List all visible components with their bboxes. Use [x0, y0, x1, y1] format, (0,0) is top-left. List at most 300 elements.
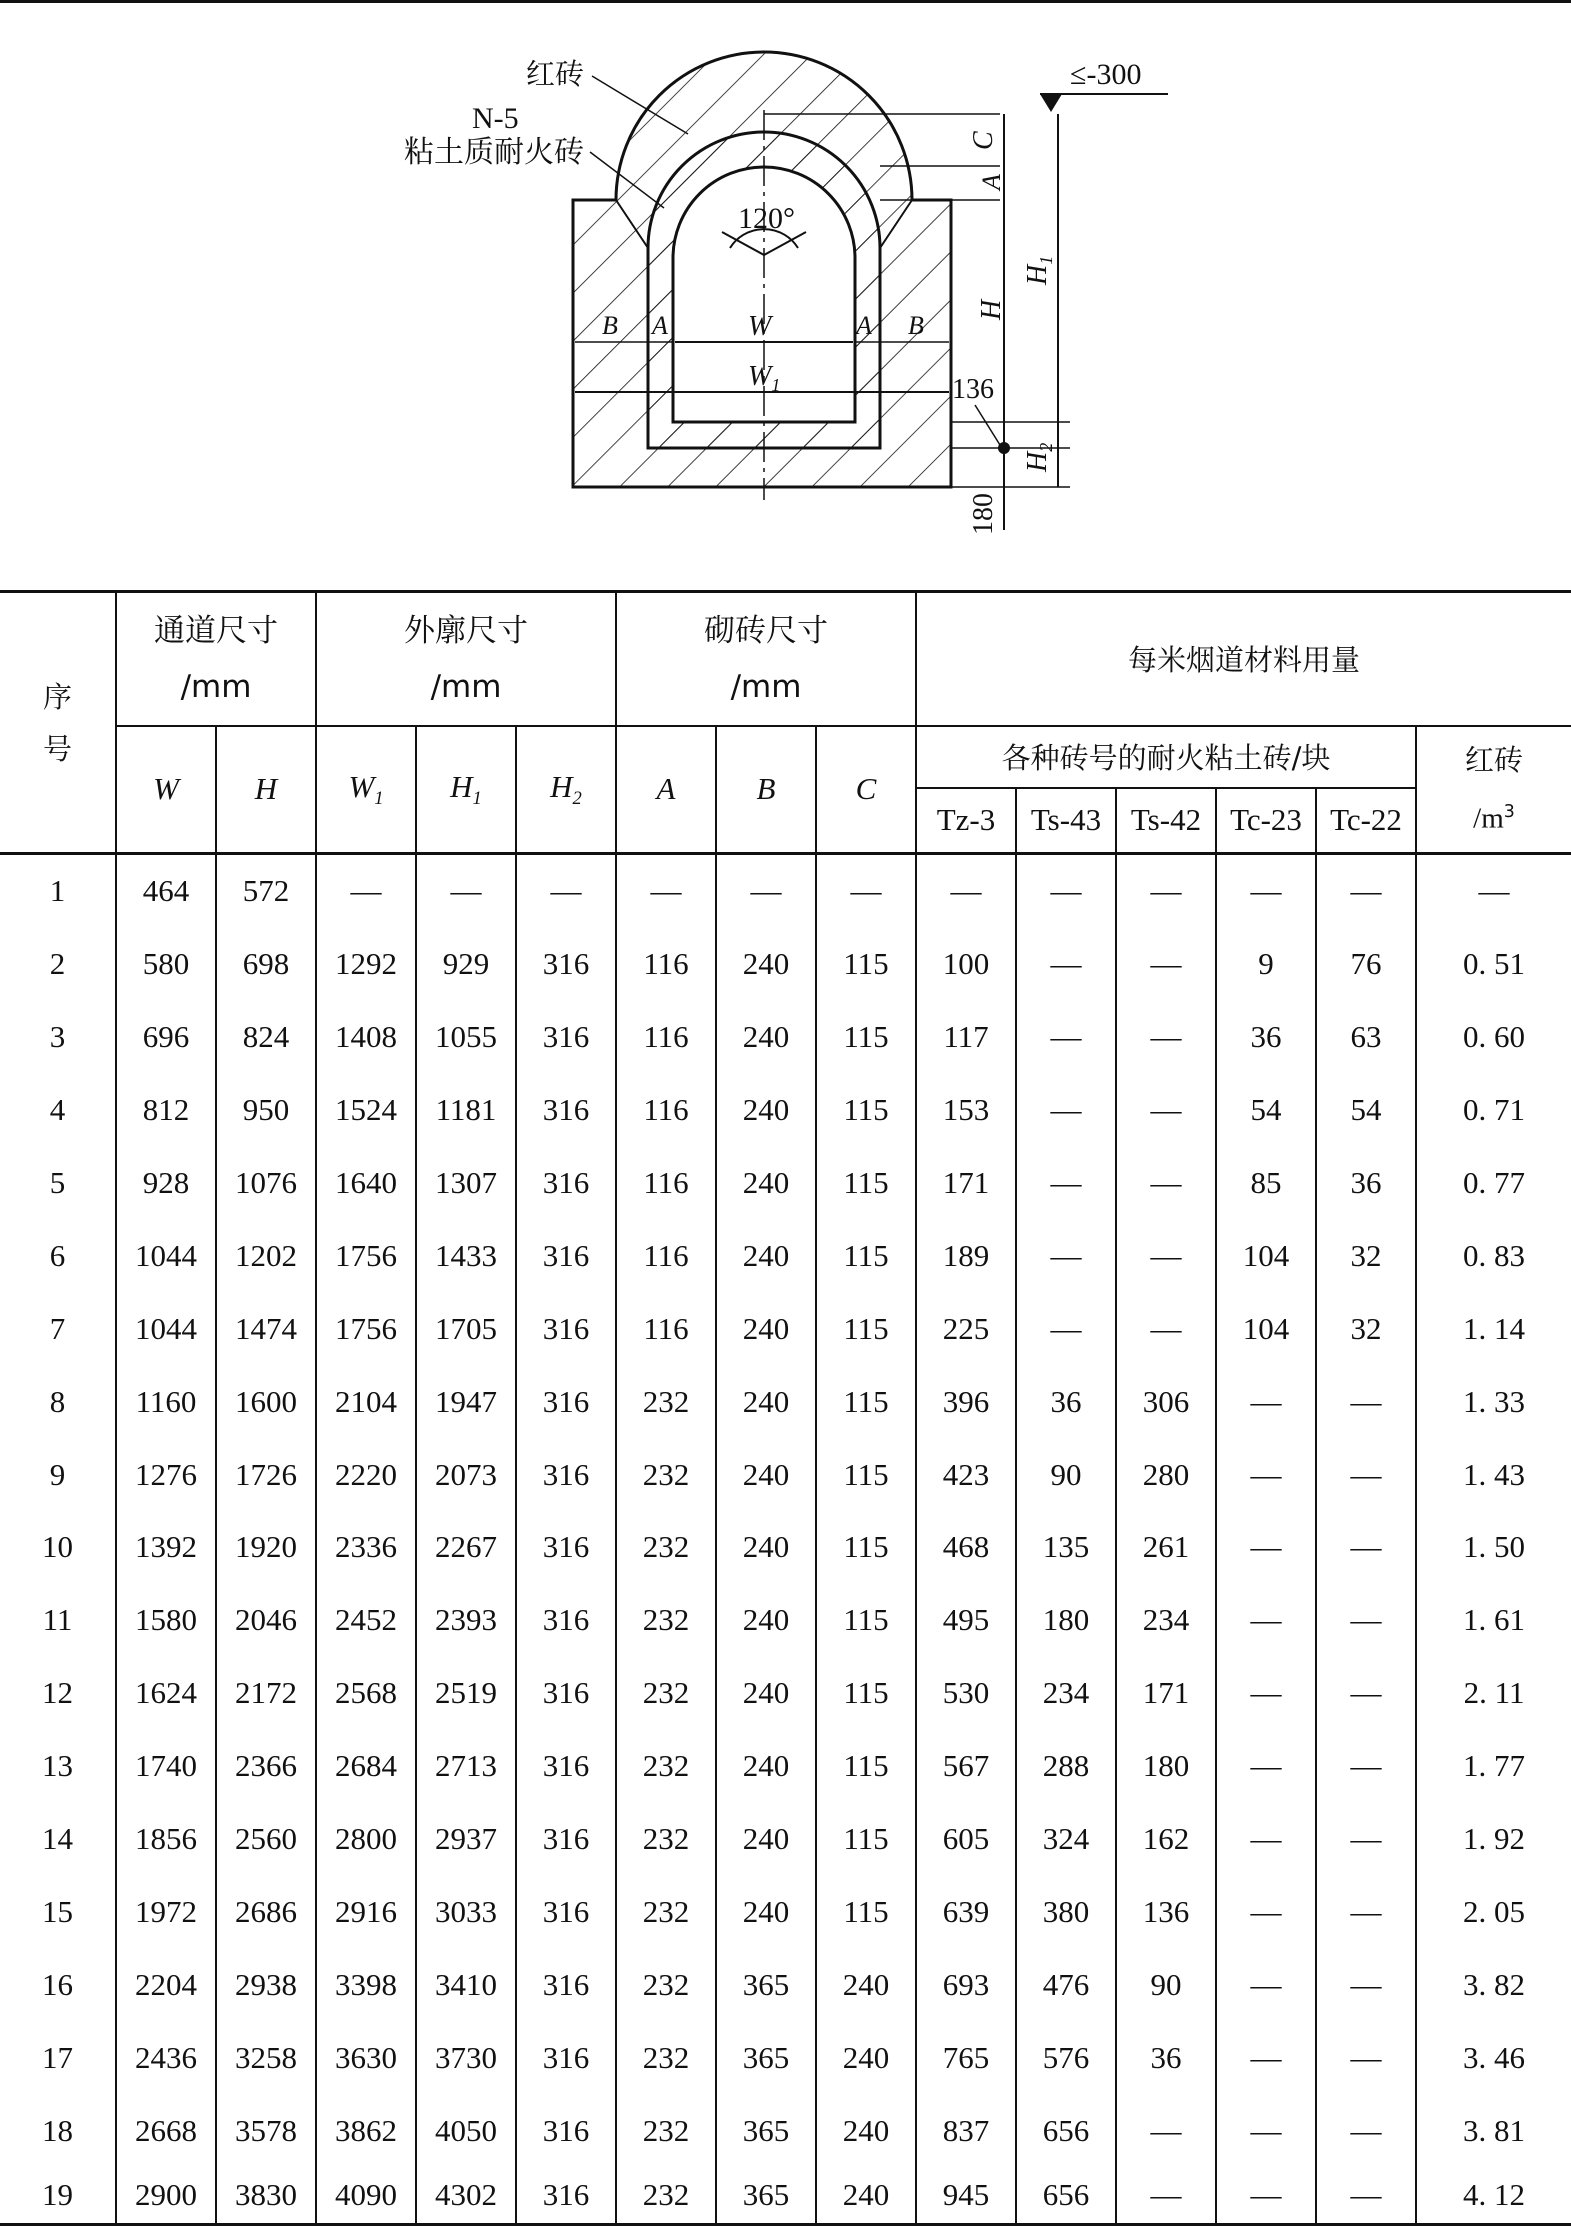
cell-tc22: — [1316, 2167, 1416, 2225]
cell-W1: 2452 [316, 1584, 416, 1657]
header-H2: $H_2$ [516, 726, 616, 854]
cell-C: 115 [816, 1730, 916, 1803]
cell-H1: 2713 [416, 1730, 516, 1803]
table-row [0, 2094, 1571, 2167]
cell-H2: 316 [516, 1803, 616, 1876]
cell-A: 232 [616, 1438, 716, 1511]
cell-H2: 316 [516, 1147, 616, 1220]
cell-W: 928 [116, 1147, 216, 1220]
cell-H: 698 [216, 928, 316, 1001]
cell-A: 232 [616, 1511, 716, 1584]
table-row [0, 1292, 1571, 1365]
cell-tc23: — [1216, 854, 1316, 928]
cell-A: — [616, 854, 716, 928]
cell-W1: 2220 [316, 1438, 416, 1511]
cell-H: 2046 [216, 1584, 316, 1657]
cell-A: 232 [616, 1730, 716, 1803]
cell-C: — [816, 854, 916, 928]
cell-C: 115 [816, 1219, 916, 1292]
cell-A: 232 [616, 1657, 716, 1730]
table-row [0, 1365, 1571, 1438]
cell-B: 240 [716, 1511, 816, 1584]
cell-W: 464 [116, 854, 216, 928]
cell-red-brick: 1. 33 [1416, 1365, 1571, 1438]
cell-B: 365 [716, 1948, 816, 2021]
cell-ts43: — [1016, 854, 1116, 928]
cell-tc22: 54 [1316, 1074, 1416, 1147]
cell-H1: 3033 [416, 1875, 516, 1948]
cell-W: 1580 [116, 1584, 216, 1657]
cell-ts43: 90 [1016, 1438, 1116, 1511]
cell-tz3: 693 [916, 1948, 1016, 2021]
cell-H2: 316 [516, 1365, 616, 1438]
cell-B: 240 [716, 1365, 816, 1438]
cell-H: 824 [216, 1001, 316, 1074]
dim-label-A-right: A [856, 311, 872, 340]
cell-H: 3830 [216, 2167, 316, 2225]
cell-tc23: — [1216, 1803, 1316, 1876]
cell-tc23: — [1216, 2021, 1316, 2094]
cell-serial: 13 [0, 1730, 116, 1803]
cell-tc23: 9 [1216, 928, 1316, 1001]
cell-tz3: 495 [916, 1584, 1016, 1657]
cell-W: 1624 [116, 1657, 216, 1730]
cell-A: 232 [616, 1803, 716, 1876]
cell-W: 1856 [116, 1803, 216, 1876]
cell-A: 232 [616, 1875, 716, 1948]
cell-H2: 316 [516, 1511, 616, 1584]
cell-ts42: — [1116, 928, 1216, 1001]
cell-serial: 5 [0, 1147, 116, 1220]
header-W1: $W_1$ [316, 726, 416, 854]
cell-H1: 2073 [416, 1438, 516, 1511]
cell-tz3: 639 [916, 1875, 1016, 1948]
cell-H: 1920 [216, 1511, 316, 1584]
cell-ts42: 180 [1116, 1730, 1216, 1803]
header-red-brick: 红砖 $/m^3$ [1416, 726, 1571, 854]
table-row [0, 1803, 1571, 1876]
cell-A: 232 [616, 1948, 716, 2021]
cell-ts42: 261 [1116, 1511, 1216, 1584]
cell-tz3: 567 [916, 1730, 1016, 1803]
cell-red-brick: 1. 43 [1416, 1438, 1571, 1511]
elevation-label: ≤-300 [1070, 58, 1142, 91]
cell-ts43: 180 [1016, 1584, 1116, 1657]
cell-W1: 4090 [316, 2167, 416, 2225]
label-red-brick: 红砖 [526, 57, 585, 91]
cell-C: 115 [816, 928, 916, 1001]
cell-H1: 1947 [416, 1365, 516, 1438]
cell-ts43: 288 [1016, 1730, 1116, 1803]
header-A: A [616, 726, 716, 854]
cell-C: 115 [816, 1657, 916, 1730]
cell-H1: 1181 [416, 1074, 516, 1147]
cell-W1: 2800 [316, 1803, 416, 1876]
cell-B: 240 [716, 1657, 816, 1730]
header-H: H [216, 726, 316, 854]
cell-tc23: — [1216, 2167, 1316, 2225]
cell-H2: 316 [516, 1001, 616, 1074]
cell-tz3: 837 [916, 2094, 1016, 2167]
cell-B: 240 [716, 1803, 816, 1876]
cell-tz3: 153 [916, 1074, 1016, 1147]
cell-H: 3258 [216, 2021, 316, 2094]
cell-W1: 2684 [316, 1730, 416, 1803]
cell-C: 115 [816, 1584, 916, 1657]
cell-ts42: 234 [1116, 1584, 1216, 1657]
cell-tc22: — [1316, 2021, 1416, 2094]
header-ts43: Ts-43 [1016, 788, 1116, 854]
cell-tz3: 117 [916, 1001, 1016, 1074]
cell-tc23: — [1216, 1365, 1316, 1438]
cell-H: 2686 [216, 1875, 316, 1948]
header-fireclay-bricks: 各种砖号的耐火粘土砖/块 [916, 726, 1416, 788]
cell-tz3: 423 [916, 1438, 1016, 1511]
cell-C: 115 [816, 1511, 916, 1584]
cell-B: 240 [716, 1001, 816, 1074]
cell-C: 115 [816, 1074, 916, 1147]
dim-label-180: 180 [968, 493, 999, 535]
cell-W: 1740 [116, 1730, 216, 1803]
label-n5: N-5 [472, 102, 519, 135]
cell-serial: 12 [0, 1657, 116, 1730]
cell-ts43: 656 [1016, 2167, 1116, 2225]
cell-red-brick: 0. 77 [1416, 1147, 1571, 1220]
cell-W: 1044 [116, 1219, 216, 1292]
cell-ts42: — [1116, 1001, 1216, 1074]
cell-ts43: 380 [1016, 1875, 1116, 1948]
table-row [0, 2021, 1571, 2094]
table-row [0, 1875, 1571, 1948]
cell-H2: 316 [516, 2094, 616, 2167]
cell-W1: 2568 [316, 1657, 416, 1730]
dim-label-H: H [976, 299, 1007, 320]
dim-label-C: C [968, 131, 999, 150]
cell-red-brick: 2. 05 [1416, 1875, 1571, 1948]
cell-W1: 1640 [316, 1147, 416, 1220]
table-row [0, 1438, 1571, 1511]
cell-H2: 316 [516, 1948, 616, 2021]
cell-H1: 2267 [416, 1511, 516, 1584]
cell-ts42: 280 [1116, 1438, 1216, 1511]
cell-H2: 316 [516, 2021, 616, 2094]
cell-A: 116 [616, 1292, 716, 1365]
cell-W: 2900 [116, 2167, 216, 2225]
cell-tc23: — [1216, 1511, 1316, 1584]
cell-red-brick: 2. 11 [1416, 1657, 1571, 1730]
cell-tz3: 225 [916, 1292, 1016, 1365]
cell-serial: 1 [0, 854, 116, 928]
cell-B: — [716, 854, 816, 928]
header-ts42: Ts-42 [1116, 788, 1216, 854]
cell-tc22: — [1316, 1584, 1416, 1657]
cell-tc23: — [1216, 2094, 1316, 2167]
cell-ts42: — [1116, 1074, 1216, 1147]
header-tc22: Tc-22 [1316, 788, 1416, 854]
cell-tz3: 396 [916, 1365, 1016, 1438]
cell-W1: 1524 [316, 1074, 416, 1147]
cell-tc22: 32 [1316, 1219, 1416, 1292]
header-outline-size: 外廓尺寸 /mm [316, 592, 616, 726]
cell-W: 1160 [116, 1365, 216, 1438]
table-row [0, 928, 1571, 1001]
flue-spec-table [0, 590, 1571, 2226]
header-H1: $H_1$ [416, 726, 516, 854]
elevation-triangle [1040, 94, 1062, 112]
cell-tz3: 765 [916, 2021, 1016, 2094]
cell-H1: 929 [416, 928, 516, 1001]
cell-tc22: — [1316, 1948, 1416, 2021]
cell-H1: 1705 [416, 1292, 516, 1365]
cell-red-brick: 1. 14 [1416, 1292, 1571, 1365]
cell-tc22: — [1316, 1511, 1416, 1584]
cell-serial: 6 [0, 1219, 116, 1292]
cell-serial: 16 [0, 1948, 116, 2021]
cell-W: 696 [116, 1001, 216, 1074]
cell-red-brick: — [1416, 854, 1571, 928]
cell-serial: 15 [0, 1875, 116, 1948]
cell-H: 1076 [216, 1147, 316, 1220]
cell-A: 116 [616, 928, 716, 1001]
angle-label: 120° [738, 202, 795, 235]
cell-W: 2204 [116, 1948, 216, 2021]
cell-H2: 316 [516, 1657, 616, 1730]
header-W: W [116, 726, 216, 854]
cell-tc23: — [1216, 1948, 1316, 2021]
cell-ts43: — [1016, 1074, 1116, 1147]
cell-serial: 18 [0, 2094, 116, 2167]
cell-W: 2668 [116, 2094, 216, 2167]
dim-label-136: 136 [952, 374, 994, 405]
cell-H1: 3410 [416, 1948, 516, 2021]
cell-red-brick: 1. 77 [1416, 1730, 1571, 1803]
cell-H: 2560 [216, 1803, 316, 1876]
cell-W1: — [316, 854, 416, 928]
cell-serial: 19 [0, 2167, 116, 2225]
table-row [0, 1730, 1571, 1803]
cell-tc23: 104 [1216, 1219, 1316, 1292]
cell-ts43: 36 [1016, 1365, 1116, 1438]
flue-spec-table-body [0, 854, 1571, 2225]
cell-H2: — [516, 854, 616, 928]
cell-H2: 316 [516, 1219, 616, 1292]
cell-B: 240 [716, 1438, 816, 1511]
cell-red-brick: 0. 71 [1416, 1074, 1571, 1147]
cell-tc22: 36 [1316, 1147, 1416, 1220]
cell-H1: 2519 [416, 1657, 516, 1730]
cell-tc23: — [1216, 1438, 1316, 1511]
cell-H: 950 [216, 1074, 316, 1147]
cell-W1: 3630 [316, 2021, 416, 2094]
cell-H1: 2937 [416, 1803, 516, 1876]
header-material-usage: 每米烟道材料用量 [916, 592, 1571, 726]
header-channel-size: 通道尺寸 /mm [116, 592, 316, 726]
cell-H2: 316 [516, 1292, 616, 1365]
cell-tc22: — [1316, 1657, 1416, 1730]
header-serial: 序号 [0, 592, 116, 854]
dim-label-H2: $H_2$ [1022, 442, 1056, 472]
cell-tc22: — [1316, 1365, 1416, 1438]
cell-A: 116 [616, 1147, 716, 1220]
cell-W1: 1408 [316, 1001, 416, 1074]
label-clay-firebrick: 粘土质耐火砖 [404, 135, 584, 170]
cell-H: 3578 [216, 2094, 316, 2167]
cell-B: 365 [716, 2021, 816, 2094]
cell-H2: 316 [516, 1438, 616, 1511]
cell-H1: 1307 [416, 1147, 516, 1220]
table-row [0, 1001, 1571, 1074]
cell-tc23: 85 [1216, 1147, 1316, 1220]
cell-serial: 9 [0, 1438, 116, 1511]
cell-tc23: 36 [1216, 1001, 1316, 1074]
cell-W: 1276 [116, 1438, 216, 1511]
cell-ts43: 656 [1016, 2094, 1116, 2167]
cell-B: 240 [716, 1074, 816, 1147]
cell-C: 240 [816, 2167, 916, 2225]
cell-B: 240 [716, 1219, 816, 1292]
cell-ts42: — [1116, 1219, 1216, 1292]
cell-tc22: 32 [1316, 1292, 1416, 1365]
cell-A: 232 [616, 1584, 716, 1657]
cell-red-brick: 1. 61 [1416, 1584, 1571, 1657]
cell-red-brick: 3. 82 [1416, 1948, 1571, 2021]
table-row [0, 1511, 1571, 1584]
cell-W: 812 [116, 1074, 216, 1147]
cell-red-brick: 3. 81 [1416, 2094, 1571, 2167]
cell-W1: 1756 [316, 1219, 416, 1292]
cell-H1: 1055 [416, 1001, 516, 1074]
cell-W1: 3862 [316, 2094, 416, 2167]
table-row [0, 2167, 1571, 2225]
header-tz3: Tz-3 [916, 788, 1016, 854]
cell-H: 1726 [216, 1438, 316, 1511]
cell-W1: 3398 [316, 1948, 416, 2021]
cell-W: 1972 [116, 1875, 216, 1948]
cell-ts42: — [1116, 854, 1216, 928]
cell-W1: 2104 [316, 1365, 416, 1438]
cell-ts43: 476 [1016, 1948, 1116, 2021]
cell-A: 116 [616, 1001, 716, 1074]
cell-H1: 1433 [416, 1219, 516, 1292]
cell-H1: 4050 [416, 2094, 516, 2167]
dim-label-H1: $H_1$ [1022, 255, 1056, 285]
cell-A: 232 [616, 1365, 716, 1438]
cell-H: 1474 [216, 1292, 316, 1365]
cell-tc23: 54 [1216, 1074, 1316, 1147]
cell-tc22: 63 [1316, 1001, 1416, 1074]
cell-tz3: — [916, 854, 1016, 928]
cell-H: 2172 [216, 1657, 316, 1730]
cell-W: 1392 [116, 1511, 216, 1584]
cell-ts43: — [1016, 1001, 1116, 1074]
cell-ts43: — [1016, 1147, 1116, 1220]
cell-A: 116 [616, 1219, 716, 1292]
cell-H: 2938 [216, 1948, 316, 2021]
cell-C: 115 [816, 1875, 916, 1948]
cell-ts43: — [1016, 1219, 1116, 1292]
cell-red-brick: 0. 83 [1416, 1219, 1571, 1292]
dim-label-W: W [748, 311, 772, 342]
header-B: B [716, 726, 816, 854]
cell-H: 1600 [216, 1365, 316, 1438]
cell-H1: 4302 [416, 2167, 516, 2225]
cell-H2: 316 [516, 1584, 616, 1657]
cell-tc22: 76 [1316, 928, 1416, 1001]
dim-label-B-right: B [908, 311, 924, 340]
cell-C: 115 [816, 1292, 916, 1365]
cell-serial: 14 [0, 1803, 116, 1876]
cell-ts43: 576 [1016, 2021, 1116, 2094]
leader-136 [975, 405, 1000, 445]
cell-red-brick: 4. 12 [1416, 2167, 1571, 2225]
dim-label-A-vertical: A [977, 174, 1006, 190]
cell-W: 580 [116, 928, 216, 1001]
cell-serial: 4 [0, 1074, 116, 1147]
cell-W: 2436 [116, 2021, 216, 2094]
cell-ts42: 171 [1116, 1657, 1216, 1730]
cell-H2: 316 [516, 928, 616, 1001]
cell-tc22: — [1316, 1730, 1416, 1803]
cell-B: 365 [716, 2094, 816, 2167]
cell-serial: 2 [0, 928, 116, 1001]
cell-tc23: — [1216, 1657, 1316, 1730]
cell-ts42: 90 [1116, 1948, 1216, 2021]
cell-tz3: 100 [916, 928, 1016, 1001]
cell-ts42: — [1116, 2167, 1216, 2225]
table-row [0, 1948, 1571, 2021]
cell-W1: 2916 [316, 1875, 416, 1948]
cell-ts43: — [1016, 928, 1116, 1001]
table-row [0, 1657, 1571, 1730]
cell-B: 240 [716, 1875, 816, 1948]
cell-ts42: 36 [1116, 2021, 1216, 2094]
cell-serial: 3 [0, 1001, 116, 1074]
cell-ts43: — [1016, 1292, 1116, 1365]
cell-A: 232 [616, 2021, 716, 2094]
cell-C: 240 [816, 2021, 916, 2094]
header-tc23: Tc-23 [1216, 788, 1316, 854]
cell-tc22: — [1316, 854, 1416, 928]
cell-C: 115 [816, 1438, 916, 1511]
dim-label-W1: $W_1$ [748, 361, 781, 395]
cell-ts42: — [1116, 1147, 1216, 1220]
header-brick-size: 砌砖尺寸 /mm [616, 592, 916, 726]
cell-tc22: — [1316, 1875, 1416, 1948]
cell-H2: 316 [516, 2167, 616, 2225]
cell-red-brick: 1. 50 [1416, 1511, 1571, 1584]
cell-W1: 1756 [316, 1292, 416, 1365]
table-row [0, 1074, 1571, 1147]
cell-red-brick: 0. 60 [1416, 1001, 1571, 1074]
cell-H1: — [416, 854, 516, 928]
cell-W1: 1292 [316, 928, 416, 1001]
cell-C: 115 [816, 1803, 916, 1876]
cell-C: 240 [816, 1948, 916, 2021]
cell-tz3: 605 [916, 1803, 1016, 1876]
cell-red-brick: 1. 92 [1416, 1803, 1571, 1876]
cell-tz3: 171 [916, 1147, 1016, 1220]
cell-tz3: 189 [916, 1219, 1016, 1292]
cell-tc23: — [1216, 1875, 1316, 1948]
cell-ts42: 162 [1116, 1803, 1216, 1876]
cell-H1: 2393 [416, 1584, 516, 1657]
table-row [0, 1147, 1571, 1220]
cell-B: 240 [716, 1730, 816, 1803]
dim-label-A-left: A [652, 311, 668, 340]
cell-B: 240 [716, 1584, 816, 1657]
cell-tz3: 530 [916, 1657, 1016, 1730]
cell-ts42: 136 [1116, 1875, 1216, 1948]
